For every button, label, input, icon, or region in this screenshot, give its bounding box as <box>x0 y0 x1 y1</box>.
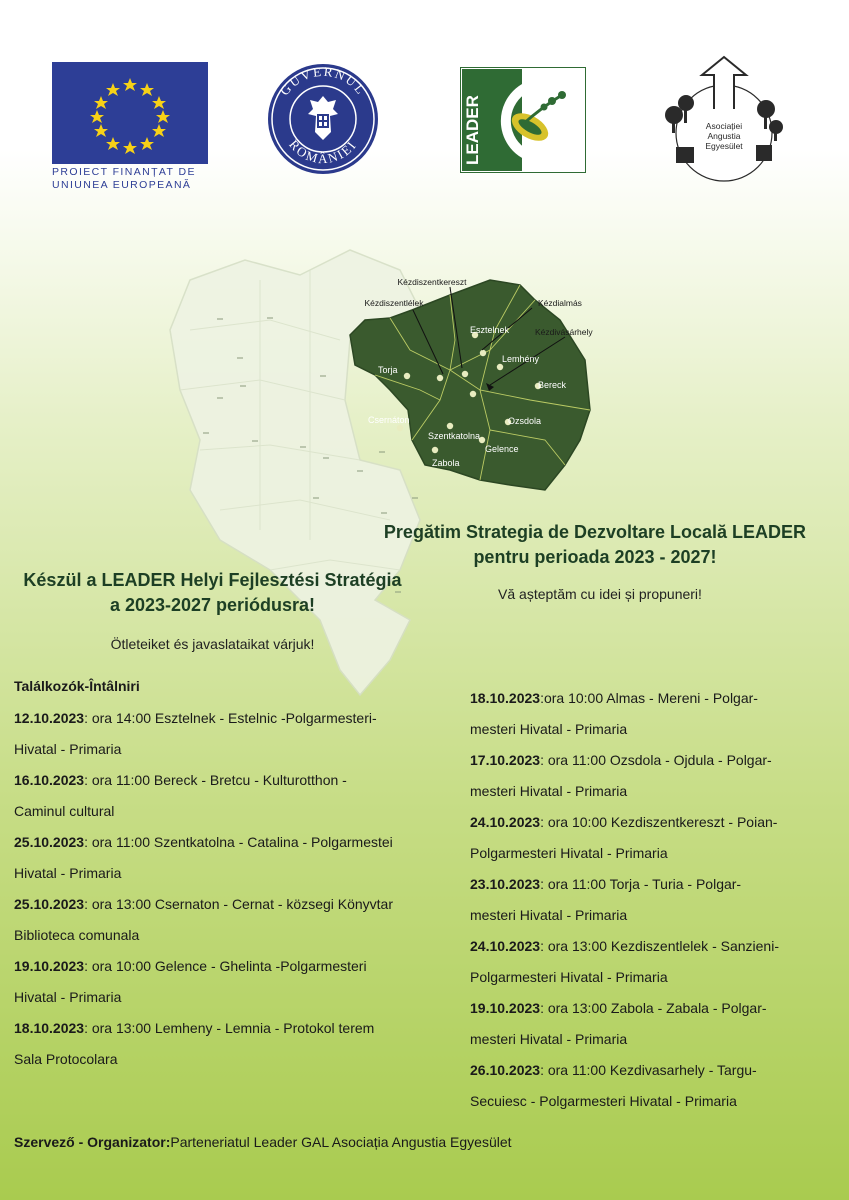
meeting-entry <box>470 931 840 993</box>
leader-logo <box>460 67 586 173</box>
eu-caption-line1: PROIECT FINANȚAT DE <box>52 166 196 178</box>
organizer-footer <box>14 1134 512 1150</box>
asoc-line1: Asociației <box>705 121 743 131</box>
meeting-line1: : ora 13:00 Zabola - Zabala - Polgar- <box>540 1000 767 1016</box>
asoc-line2: Angustia <box>707 131 741 141</box>
meeting-line2: Hivatal - Primaria <box>14 741 122 757</box>
ro-title-line2: pentru perioada 2023 - 2027! <box>473 547 717 567</box>
meeting-date: 18.10.2023 <box>470 690 541 706</box>
label-gelence: Gelence <box>485 444 519 454</box>
meeting-date: 24.10.2023 <box>470 938 541 954</box>
gov-top-text: GUVERNUL <box>276 63 370 99</box>
eu-caption <box>52 166 222 192</box>
meeting-date: 26.10.2023 <box>470 1062 541 1078</box>
meeting-date: 23.10.2023 <box>470 876 541 892</box>
hu-title-line1: Készül a LEADER Helyi Fejlesztési Stratégia <box>23 570 402 590</box>
left-meetings-list <box>14 703 464 1075</box>
meeting-entry <box>14 765 464 827</box>
meeting-line2: Polgarmesteri Hivatal - Primaria <box>470 845 668 861</box>
label-kezdialmas: Kézdialmás <box>538 298 582 308</box>
hu-title-line2: a 2023-2027 periódusra! <box>109 595 316 615</box>
meeting-line2: mesteri Hivatal - Primaria <box>470 907 628 923</box>
asociatia-angustia-logo <box>656 55 790 185</box>
organizer-text: Parteneriatul Leader GAL Asociația Angustia Egyesület <box>170 1134 512 1150</box>
meeting-line1: : ora 10:00 Gelence - Ghelinta -Polgarmesteri <box>84 958 367 974</box>
meeting-line1: : ora 14:00 Esztelnek - Estelnic -Polgarmesteri- <box>84 710 377 726</box>
label-ozsdola: Ozsdola <box>508 416 542 426</box>
meeting-entry <box>470 869 840 931</box>
meetings-heading: Találkozók-Întâlniri <box>14 678 140 694</box>
meeting-line2: mesteri Hivatal - Primaria <box>470 783 628 799</box>
government-seal-logo <box>266 62 380 176</box>
meeting-line2: Hivatal - Primaria <box>14 865 122 881</box>
eu-stars-icon <box>52 62 208 164</box>
meeting-entry <box>470 683 840 745</box>
meeting-date: 25.10.2023 <box>14 896 85 912</box>
meeting-line2: Hivatal - Primaria <box>14 989 122 1005</box>
meeting-line2: mesteri Hivatal - Primaria <box>470 721 628 737</box>
right-meetings-list <box>470 683 840 1117</box>
meeting-line1: :ora 10:00 Almas - Mereni - Polgar- <box>540 690 758 706</box>
meeting-date: 12.10.2023 <box>14 710 85 726</box>
label-kezdiszentkereszt: Kézdiszentkereszt <box>397 277 467 287</box>
label-esztelnek: Esztelnek <box>470 325 510 335</box>
asoc-line3: Egyesület <box>705 141 743 151</box>
eu-flag-logo <box>52 62 208 164</box>
meeting-line1: : ora 11:00 Torja - Turia - Polgar- <box>540 876 742 892</box>
label-lemheny: Lemhény <box>502 354 540 364</box>
label-csernaton: Csernáton <box>368 415 410 425</box>
meeting-entry <box>14 951 464 1013</box>
hu-subtitle: Ötleteiket és javaslataikat várjuk! <box>110 636 315 652</box>
meeting-entry <box>470 1055 840 1117</box>
meeting-line2: mesteri Hivatal - Primaria <box>470 1031 628 1047</box>
label-kezdiszentlelek: Kézdiszentlélek <box>364 298 424 308</box>
meeting-line1: : ora 11:00 Szentkatolna - Catalina - Polgarmestei <box>84 834 393 850</box>
eu-caption-line2: UNIUNEA EUROPEANĂ <box>52 179 192 191</box>
meeting-line1: : ora 11:00 Kezdivasarhely - Targu- <box>540 1062 757 1078</box>
meeting-line1: : ora 11:00 Bereck - Bretcu - Kulturotthon - <box>84 772 347 788</box>
ro-subtitle: Vă așteptăm cu idei și propuneri! <box>498 586 702 602</box>
meeting-line2: Caminul cultural <box>14 803 115 819</box>
meeting-entry <box>14 827 464 889</box>
meeting-line1: : ora 13:00 Csernaton - Cernat - közsegi Könyvtar <box>84 896 394 912</box>
meeting-line1: : ora 11:00 Ozsdola - Ojdula - Polgar- <box>540 752 772 768</box>
label-bereck: Bereck <box>538 380 567 390</box>
label-torja: Torja <box>378 365 398 375</box>
region-map <box>150 240 600 700</box>
meeting-date: 25.10.2023 <box>14 834 85 850</box>
meeting-date: 19.10.2023 <box>14 958 85 974</box>
hu-title <box>0 568 425 618</box>
meeting-date: 18.10.2023 <box>14 1020 85 1036</box>
meeting-line2: Biblioteca comunala <box>14 927 140 943</box>
meeting-entry <box>470 745 840 807</box>
ro-title <box>340 520 849 570</box>
label-szentkatolna: Szentkatolna <box>428 431 481 441</box>
county-outline <box>170 250 420 695</box>
meeting-date: 24.10.2023 <box>470 814 541 830</box>
meeting-entry <box>14 703 464 765</box>
meeting-entry <box>14 1013 464 1075</box>
meeting-line2: Secuiesc - Polgarmesteri Hivatal - Primaria <box>470 1093 737 1109</box>
meeting-line2: Sala Protocolara <box>14 1051 118 1067</box>
meeting-entry <box>470 993 840 1055</box>
meeting-date: 19.10.2023 <box>470 1000 541 1016</box>
label-kezdivasarhely: Kézdivásárhely <box>535 327 593 337</box>
meeting-line2: Polgarmesteri Hivatal - Primaria <box>470 969 668 985</box>
label-zabola: Zabola <box>432 458 460 468</box>
organizer-label: Szervező - Organizator: <box>14 1134 171 1150</box>
ro-title-line1: Pregătim Strategia de Dezvoltare Locală LEADER <box>383 522 807 542</box>
meeting-line1: : ora 13:00 Lemheny - Lemnia - Protokol terem <box>84 1020 375 1036</box>
meeting-line1: : ora 13:00 Kezdiszentlelek - Sanzieni- <box>540 938 779 954</box>
meeting-line1: : ora 10:00 Kezdiszentkereszt - Poian- <box>540 814 778 830</box>
gov-bottom-text: ROMÂNIEI <box>286 136 360 167</box>
leader-vertical-text: LEADER <box>463 95 482 165</box>
meeting-date: 16.10.2023 <box>14 772 85 788</box>
meeting-date: 17.10.2023 <box>470 752 541 768</box>
meeting-entry <box>14 889 464 951</box>
meeting-entry <box>470 807 840 869</box>
